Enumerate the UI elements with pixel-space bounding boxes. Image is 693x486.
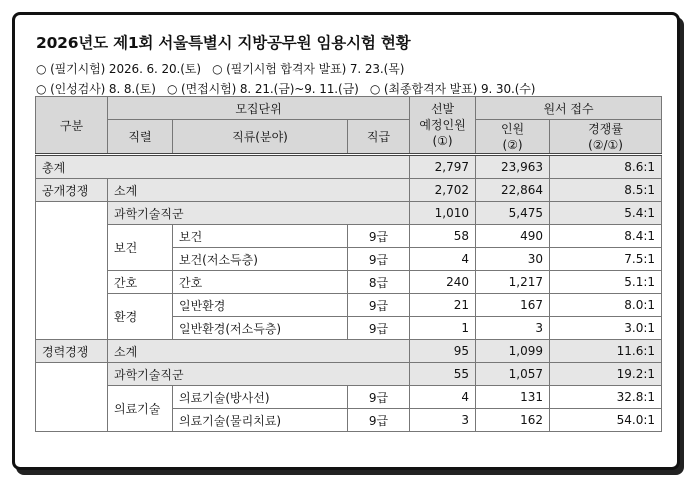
nursing-applicants: 1,217 bbox=[476, 271, 550, 294]
total-applicants: 23,963 bbox=[476, 155, 550, 179]
header-applications: 원서 접수 bbox=[476, 97, 662, 120]
total-ratio: 8.6:1 bbox=[550, 155, 662, 179]
med-radiology-ratio: 32.8:1 bbox=[550, 386, 662, 409]
health-field: 보건 bbox=[173, 225, 348, 248]
env-low-ratio: 3.0:1 bbox=[550, 317, 662, 340]
table-row-career-sci-tech bbox=[36, 363, 662, 386]
env-low-grade: 9급 bbox=[348, 317, 410, 340]
health-series: 보건 bbox=[108, 225, 173, 271]
header-category: 구분 bbox=[36, 97, 108, 155]
open-sci-tech-label: 과학기술직군 bbox=[108, 202, 410, 225]
career-subtotal-label: 소계 bbox=[108, 340, 410, 363]
schedule-final-pass: ○ (최종합격자 발표) 9. 30.(수) bbox=[369, 82, 536, 96]
med-pt-planned: 3 bbox=[410, 409, 476, 432]
schedule-aptitude: ○ (인성검사) 8. 8.(토) bbox=[36, 82, 156, 96]
career-sci-tech-ratio: 19.2:1 bbox=[550, 363, 662, 386]
nursing-ratio: 5.1:1 bbox=[550, 271, 662, 294]
header-job-series: 직렬 bbox=[108, 120, 173, 155]
open-sci-tech-ratio: 5.4:1 bbox=[550, 202, 662, 225]
nursing-series: 간호 bbox=[108, 271, 173, 294]
schedule-line-1 bbox=[36, 60, 404, 77]
env-low-field: 일반환경(저소득층) bbox=[173, 317, 348, 340]
document-title: 2026년도 제1회 서울특별시 지방공무원 임용시험 현황 bbox=[36, 34, 411, 52]
career-sci-tech-label: 과학기술직군 bbox=[108, 363, 410, 386]
schedule-written-pass: ○ (필기시험 합격자 발표) 7. 23.(목) bbox=[212, 62, 405, 76]
header-applicants bbox=[476, 120, 550, 155]
med-pt-grade: 9급 bbox=[348, 409, 410, 432]
header-ratio-line1: 경쟁률 bbox=[588, 121, 623, 136]
header-applicants-line1: 인원 bbox=[500, 121, 525, 136]
career-sci-tech-planned: 55 bbox=[410, 363, 476, 386]
health-ratio: 8.4:1 bbox=[550, 225, 662, 248]
header-planned-line2: 예정인원 bbox=[419, 118, 466, 132]
open-label: 공개경쟁 bbox=[36, 179, 108, 202]
med-pt-applicants: 162 bbox=[476, 409, 550, 432]
med-radiology-field: 의료기술(방사선) bbox=[173, 386, 348, 409]
env-planned: 21 bbox=[410, 294, 476, 317]
career-sci-tech-applicants: 1,057 bbox=[476, 363, 550, 386]
table-row-total bbox=[36, 155, 662, 179]
med-series: 의료기술 bbox=[108, 386, 173, 432]
career-label: 경력경쟁 bbox=[36, 340, 108, 363]
header-planned-line3: (①) bbox=[432, 134, 453, 148]
med-pt-ratio: 54.0:1 bbox=[550, 409, 662, 432]
total-planned: 2,797 bbox=[410, 155, 476, 179]
health-low-ratio: 7.5:1 bbox=[550, 248, 662, 271]
open-sci-tech-applicants: 5,475 bbox=[476, 202, 550, 225]
health-grade: 9급 bbox=[348, 225, 410, 248]
open-group-spacer bbox=[36, 202, 108, 340]
table-row bbox=[36, 271, 662, 294]
nursing-field: 간호 bbox=[173, 271, 348, 294]
career-subtotal-planned: 95 bbox=[410, 340, 476, 363]
exam-status-table bbox=[35, 96, 662, 432]
career-subtotal-applicants: 1,099 bbox=[476, 340, 550, 363]
health-applicants: 490 bbox=[476, 225, 550, 248]
table-row bbox=[36, 386, 662, 409]
total-label: 총계 bbox=[36, 155, 410, 179]
open-subtotal-applicants: 22,864 bbox=[476, 179, 550, 202]
header-ratio-line2: (②/①) bbox=[588, 137, 623, 152]
schedule-written-exam: ○ (필기시험) 2026. 6. 20.(토) bbox=[36, 62, 201, 76]
header-planned bbox=[410, 97, 476, 155]
med-radiology-grade: 9급 bbox=[348, 386, 410, 409]
table-row bbox=[36, 294, 662, 317]
health-low-grade: 9급 bbox=[348, 248, 410, 271]
med-radiology-applicants: 131 bbox=[476, 386, 550, 409]
table-row-open-subtotal bbox=[36, 179, 662, 202]
env-low-planned: 1 bbox=[410, 317, 476, 340]
career-group-spacer bbox=[36, 363, 108, 432]
health-low-applicants: 30 bbox=[476, 248, 550, 271]
env-applicants: 167 bbox=[476, 294, 550, 317]
health-planned: 58 bbox=[410, 225, 476, 248]
table-row bbox=[36, 225, 662, 248]
med-pt-field: 의료기술(물리치료) bbox=[173, 409, 348, 432]
table-row-career-subtotal bbox=[36, 340, 662, 363]
header-applicants-line2: (②) bbox=[502, 137, 523, 152]
env-grade: 9급 bbox=[348, 294, 410, 317]
open-subtotal-ratio: 8.5:1 bbox=[550, 179, 662, 202]
career-subtotal-ratio: 11.6:1 bbox=[550, 340, 662, 363]
schedule-interview: ○ (면접시험) 8. 21.(금)~9. 11.(금) bbox=[166, 82, 359, 96]
header-grade: 직급 bbox=[348, 120, 410, 155]
open-subtotal-label: 소계 bbox=[108, 179, 410, 202]
health-low-planned: 4 bbox=[410, 248, 476, 271]
env-series: 환경 bbox=[108, 294, 173, 340]
nursing-planned: 240 bbox=[410, 271, 476, 294]
header-planned-line1: 선발 bbox=[430, 102, 455, 116]
header-job-field: 직류(분야) bbox=[173, 120, 348, 155]
schedule-line-2 bbox=[36, 80, 535, 97]
health-low-field: 보건(저소득층) bbox=[173, 248, 348, 271]
med-radiology-planned: 4 bbox=[410, 386, 476, 409]
env-ratio: 8.0:1 bbox=[550, 294, 662, 317]
env-field: 일반환경 bbox=[173, 294, 348, 317]
table-row-open-sci-tech bbox=[36, 202, 662, 225]
nursing-grade: 8급 bbox=[348, 271, 410, 294]
header-recruit-unit: 모집단위 bbox=[108, 97, 410, 120]
open-sci-tech-planned: 1,010 bbox=[410, 202, 476, 225]
open-subtotal-planned: 2,702 bbox=[410, 179, 476, 202]
env-low-applicants: 3 bbox=[476, 317, 550, 340]
header-ratio bbox=[550, 120, 662, 155]
